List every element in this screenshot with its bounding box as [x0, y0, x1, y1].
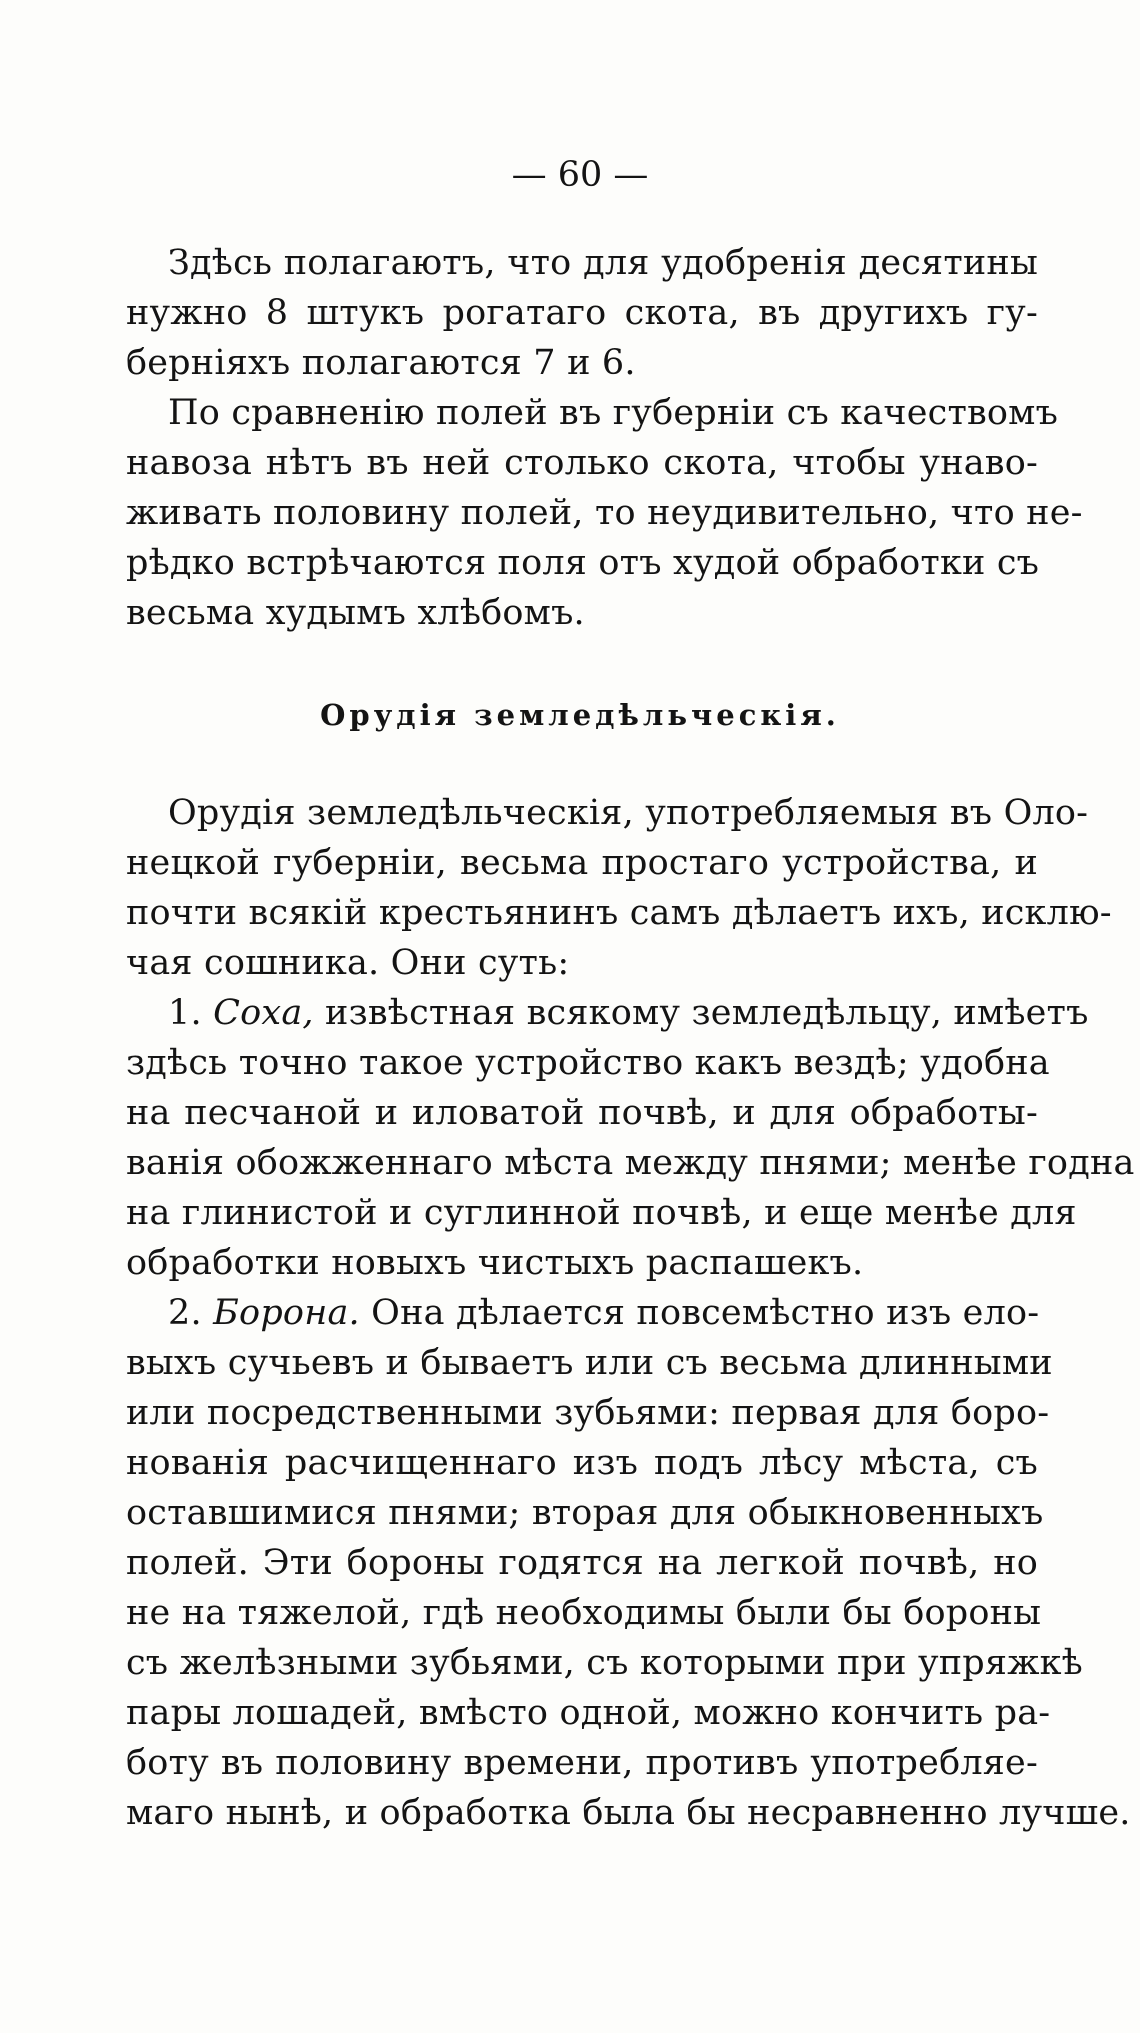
paragraph	[126, 238, 1038, 388]
text-line: берніяхъ полагаются 7 и 6.	[126, 343, 636, 383]
text-line: не на тяжелой, гдѣ необходимы были бы бороны	[126, 1593, 1042, 1633]
text-line: ванія обожженнаго мѣста между пнями; менѣе годна	[126, 1143, 1135, 1183]
text-line: Орудія земледѣльческія, употребляемыя въ Оло-	[168, 793, 1089, 833]
item-term: Соха,	[213, 993, 314, 1033]
text-line: боту въ половину времени, противъ употребляе-	[126, 1743, 1038, 1783]
text-line: нецкой губерніи, весьма простаго устройства, и	[126, 843, 1038, 883]
item-text: Она дѣлается повсемѣстно изъ ело-	[371, 1293, 1040, 1333]
item-number: 2.	[168, 1293, 202, 1333]
text-line: съ желѣзными зубьями, съ которыми при упряжкѣ	[126, 1643, 1083, 1683]
text-line: навоза нѣтъ въ ней столько скота, чтобы унаво-	[126, 443, 1038, 483]
text-line: выхъ сучьевъ и бываетъ или съ весьма длинными	[126, 1343, 1053, 1383]
text-line: чая сошника. Они суть:	[126, 943, 570, 983]
text-line: полей. Эти бороны годятся на легкой почвѣ, но	[126, 1543, 1038, 1583]
text-line: весьма худымъ хлѣбомъ.	[126, 593, 585, 633]
paragraph	[126, 788, 1112, 988]
text-line: на глинистой и суглинной почвѣ, и еще менѣе для	[126, 1193, 1077, 1233]
text-line: на песчаной и иловатой почвѣ, и для обработы-	[126, 1093, 1038, 1133]
item-text: извѣстная всякому земледѣльцу, имѣетъ	[325, 993, 1089, 1033]
section-heading: Орудія земледѣльческія.	[320, 698, 840, 732]
text-line: здѣсь точно такое устройство какъ вездѣ; удобна	[126, 1043, 1050, 1083]
text-line: почти всякій крестьянинъ самъ дѣлаетъ ихъ, исклю-	[126, 893, 1112, 933]
text-line: живать половину полей, то неудивительно, что не-	[126, 493, 1083, 533]
text-line	[126, 988, 1089, 1038]
text-line: нужно 8 штукъ рогатаго скота, въ другихъ гу-	[126, 293, 1038, 333]
text-line: оставшимися пнями; вторая для обыкновенныхъ	[126, 1493, 1044, 1533]
page-number: — 60 —	[511, 155, 649, 195]
text-line: пары лошадей, вмѣсто одной, можно кончить ра-	[126, 1693, 1051, 1733]
text-line: Здѣсь полагаютъ, что для удобренія десятины	[168, 243, 1038, 283]
text-line: маго нынѣ, и обработка была бы несравненно лучше.	[126, 1793, 1131, 1833]
text-line: нованія расчищеннаго изъ подъ лѣсу мѣста, съ	[126, 1443, 1038, 1483]
text-line	[126, 1288, 1038, 1338]
list-item	[126, 988, 1135, 1288]
paragraph	[126, 388, 1083, 638]
text-line: обработки новыхъ чистыхъ распашекъ.	[126, 1243, 864, 1283]
item-term: Борона.	[213, 1293, 360, 1333]
text-line: По сравненію полей въ губерніи съ качествомъ	[168, 393, 1059, 433]
item-number: 1.	[168, 993, 202, 1033]
text-line: или посредственными зубьями: первая для боро-	[126, 1393, 1050, 1433]
text-line: рѣдко встрѣчаются поля отъ худой обработки съ	[126, 543, 1040, 583]
list-item	[126, 1288, 1131, 1838]
